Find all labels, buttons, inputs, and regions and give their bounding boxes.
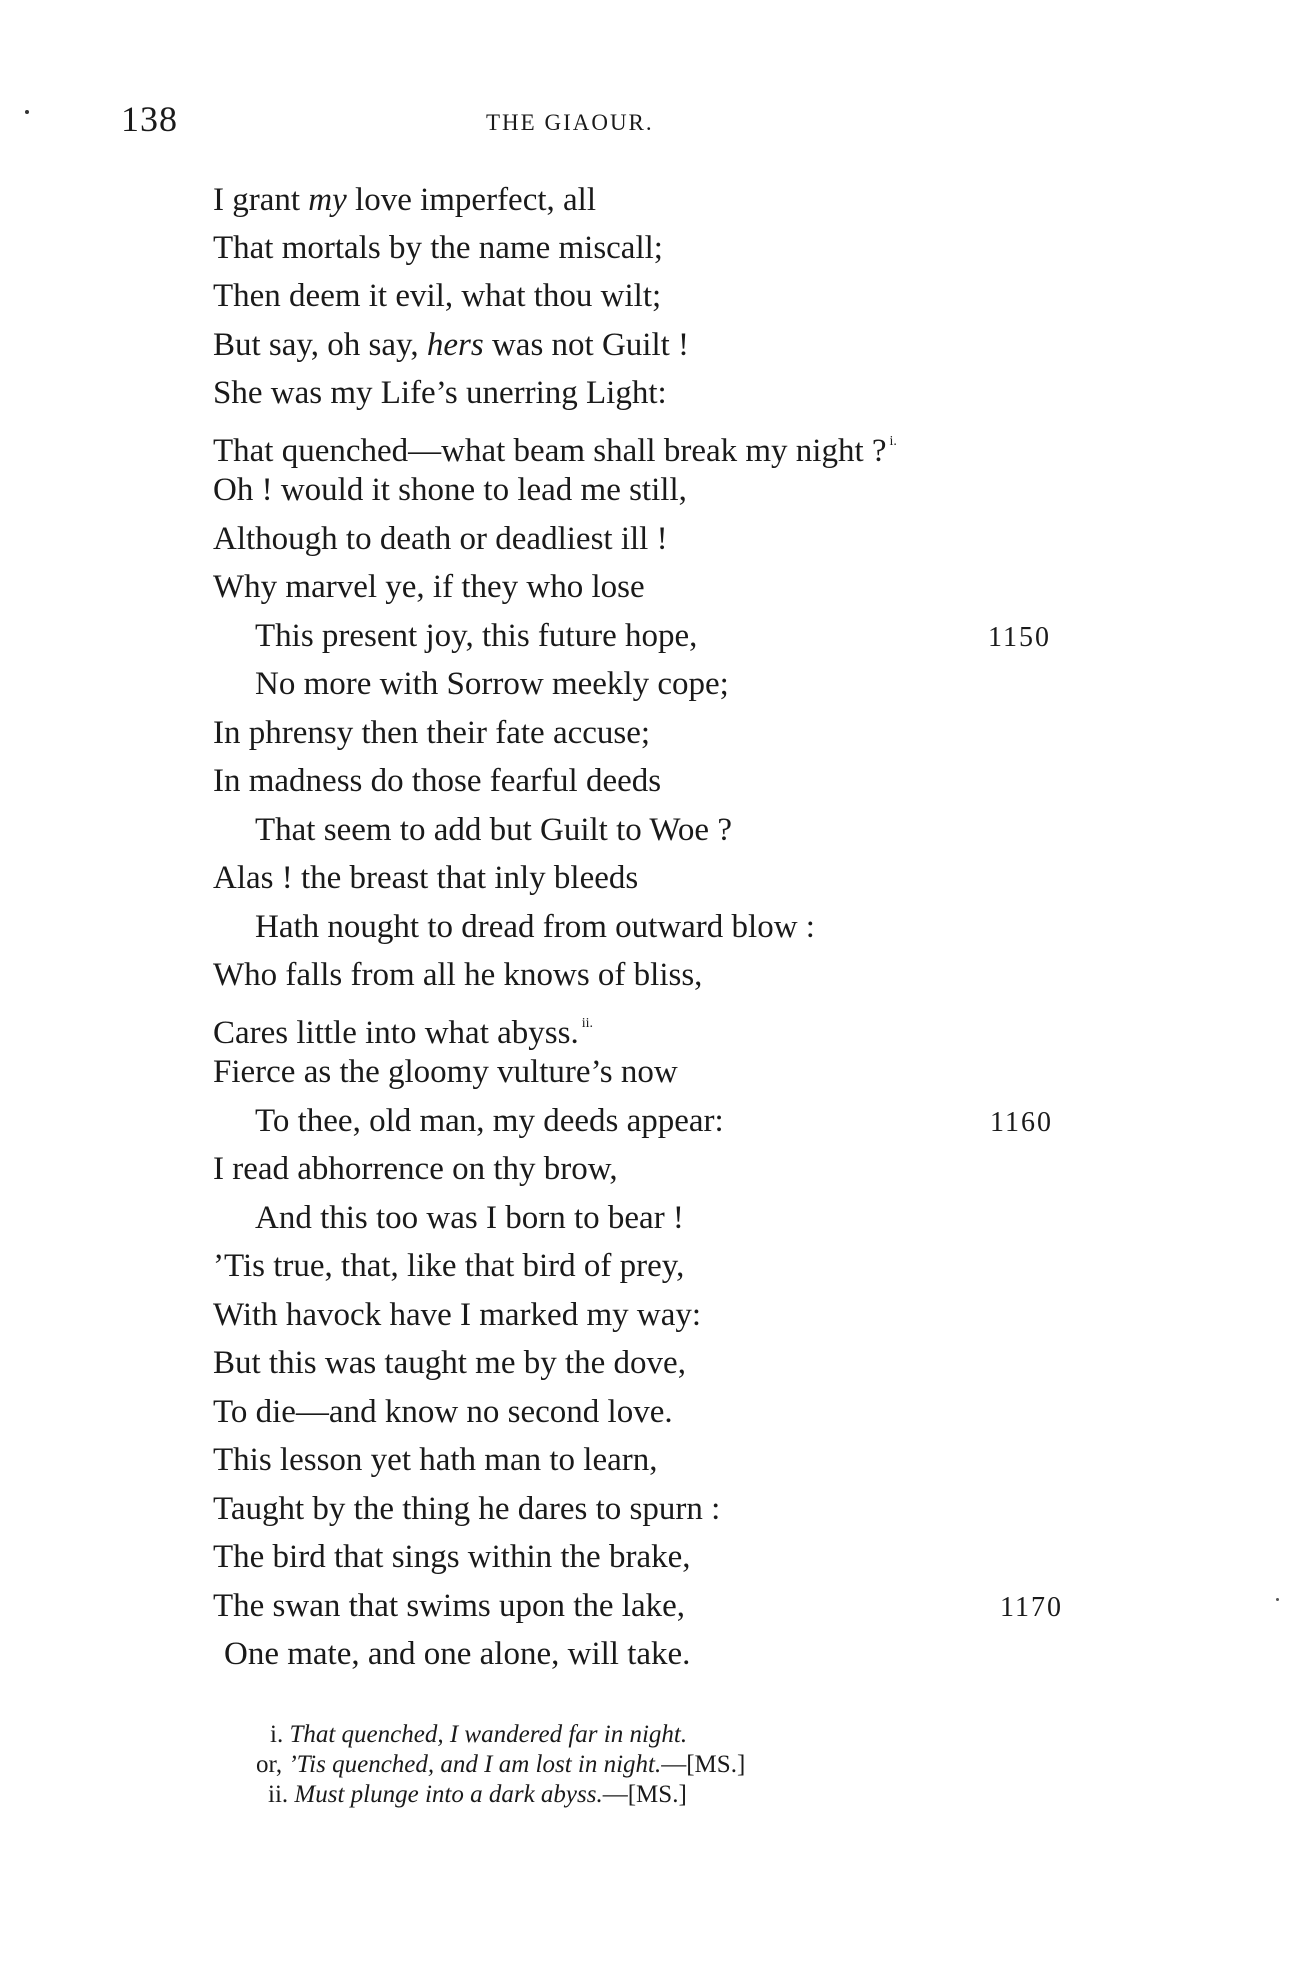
line-number: 1170 — [1000, 1592, 1063, 1623]
page-number: 138 — [121, 99, 178, 139]
footnote — [268, 1780, 687, 1810]
line-text: That quenched—what beam shall break my night ? — [213, 433, 887, 469]
poem-line: To die—and know no second love. — [213, 1394, 673, 1430]
footnote — [256, 1750, 745, 1780]
emphasis-word: my — [308, 182, 347, 218]
line-number: 1160 — [990, 1107, 1053, 1138]
poem-line: Hath nought to dread from outward blow : — [255, 909, 815, 945]
poem-line: Oh ! would it shone to lead me still, — [213, 472, 687, 508]
poem-line: That mortals by the name miscall; — [213, 230, 663, 266]
footnote — [270, 1720, 687, 1750]
poem-line — [213, 180, 596, 220]
print-speck — [25, 110, 29, 114]
footnote-text: That quenched, I wandered far in night. — [289, 1721, 688, 1748]
poem-line: With havock have I marked my way: — [213, 1297, 702, 1333]
line-text: love imperfect, all — [346, 182, 597, 218]
poem-line: Then deem it evil, what thou wilt; — [213, 278, 662, 314]
poem-line: Although to death or deadliest ill ! — [213, 521, 668, 557]
poem-line: Why marvel ye, if they who lose — [213, 569, 645, 605]
footnote-label: i. — [270, 1721, 284, 1748]
poem-line: One mate, and one alone, will take. — [224, 1636, 691, 1672]
poem-line: This lesson yet hath man to learn, — [213, 1442, 658, 1478]
line-text: was not Guilt ! — [483, 327, 690, 363]
poem-line: No more with Sorrow meekly cope; — [255, 666, 729, 702]
line-text: Cares little into what abyss. — [213, 1015, 579, 1051]
line-text: I grant — [213, 182, 309, 218]
poem-line: But this was taught me by the dove, — [213, 1345, 686, 1381]
poem-line: This present joy, this future hope, — [255, 618, 698, 654]
poem-line: Alas ! the breast that inly bleeds — [213, 860, 639, 896]
emphasis-word: hers — [426, 327, 484, 363]
footnote-ref: ii. — [581, 1016, 593, 1031]
poem-line: To thee, old man, my deeds appear: — [255, 1103, 724, 1139]
footnote-text: ’Tis quenched, and I am lost in night. — [288, 1751, 662, 1778]
poem-line: I read abhorrence on thy brow, — [213, 1151, 618, 1187]
print-speck — [1276, 1598, 1279, 1601]
poem-line: And this too was I born to bear ! — [255, 1200, 684, 1236]
footnote-label: or, — [256, 1751, 283, 1778]
poem-line: That seem to add but Guilt to Woe ? — [255, 812, 732, 848]
poem-line — [213, 325, 689, 365]
line-number: 1150 — [988, 622, 1051, 653]
poem-line: In phrensy then their fate accuse; — [213, 715, 651, 751]
footnote-source: —[MS.] — [602, 1781, 687, 1808]
poem-line: The swan that swims upon the lake, — [213, 1588, 685, 1624]
poem-line: In madness do those fearful deeds — [213, 763, 662, 799]
footnote-ref: i. — [889, 434, 897, 449]
poem-line: The bird that sings within the brake, — [213, 1539, 691, 1575]
footnote-text: Must plunge into a dark abyss. — [294, 1781, 603, 1808]
poem-line: ’Tis true, that, like that bird of prey, — [213, 1248, 685, 1284]
poem-line: Taught by the thing he dares to spurn : — [213, 1491, 721, 1527]
running-title: THE GIAOUR. — [486, 110, 654, 135]
footnote-label: ii. — [268, 1781, 289, 1808]
footnote-source: —[MS.] — [661, 1751, 746, 1778]
poem-line: She was my Life’s unerring Light: — [213, 375, 667, 411]
line-text: But say, oh say, — [213, 327, 427, 363]
poem-line — [213, 1004, 593, 1053]
poem-line: Fierce as the gloomy vulture’s now — [213, 1054, 678, 1090]
poem-line: Who falls from all he knows of bliss, — [213, 957, 703, 993]
poem-line — [213, 422, 897, 471]
